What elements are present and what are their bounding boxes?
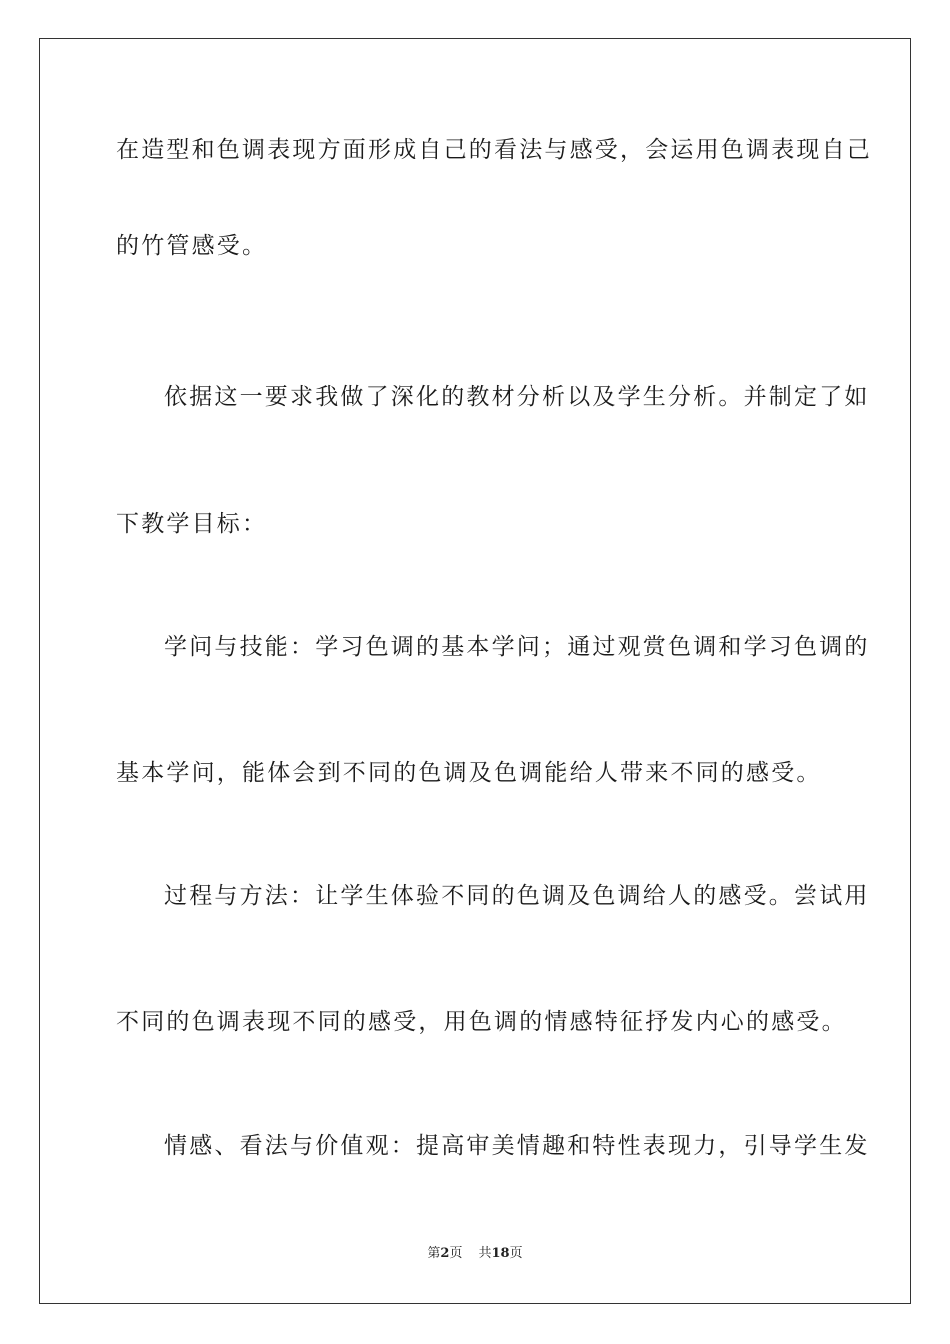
text-line-4: 下教学目标： — [116, 511, 268, 537]
text-line-7: 过程与方法：让学生体验不同的色调及色调给人的感受。尝试用 — [164, 883, 870, 909]
text-line-8: 不同的色调表现不同的感受，用色调的情感特征抒发内心的感受。 — [116, 1009, 847, 1035]
page-footer — [0, 1246, 950, 1262]
text-line-3: 依据这一要求我做了深化的教材分析以及学生分析。并制定了如 — [164, 384, 870, 410]
text-line-1: 在造型和色调表现方面形成自己的看法与感受，会运用色调表现自己 — [116, 137, 872, 163]
text-line-2: 的竹管感受。 — [116, 233, 268, 259]
footer-total-prefix: 共 — [478, 1246, 492, 1261]
text-line-9: 情感、看法与价值观：提高审美情趣和特性表现力，引导学生发 — [164, 1133, 870, 1159]
footer-page-prefix: 第 — [427, 1246, 441, 1261]
text-line-6: 基本学问，能体会到不同的色调及色调能给人带来不同的感受。 — [116, 760, 822, 786]
footer-total-pages: 18 — [491, 1246, 510, 1261]
footer-total-suffix: 页 — [509, 1246, 523, 1261]
text-line-5: 学问与技能：学习色调的基本学问；通过观赏色调和学习色调的 — [164, 634, 870, 660]
footer-page-suffix: 页 — [449, 1246, 463, 1261]
page-frame — [39, 38, 911, 1304]
footer-page-number: 2 — [440, 1246, 450, 1261]
